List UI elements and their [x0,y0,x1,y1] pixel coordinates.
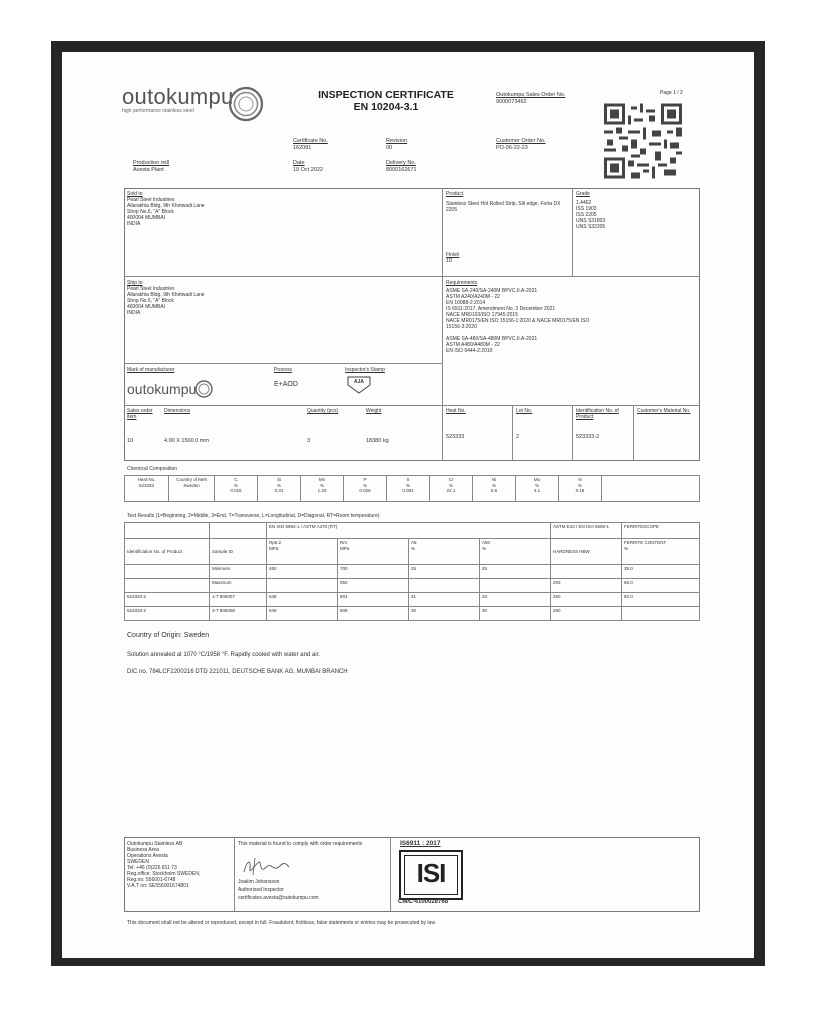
test-results-label: Test Results (1=Beginning, 2=Middle, 3=End, T=Transverse, L=Longitudinal, D=Diagonal, RT=Room temperature) [127,513,380,519]
chem-cell-c: C % 0.015 [215,476,258,502]
grade-line: ISS 1903 [576,206,597,212]
address-line: Outokumpu Stainless AB [127,841,183,847]
finish-value: 1D [446,258,453,264]
revision-field [386,138,407,151]
order-header-weight: Weight [366,408,382,414]
requirement-line: EN ISO 9444-2:2010 [446,348,493,354]
production-mill-field [133,160,169,173]
annealing-note: Solution annealed at 1070 °C/1958 °F. Rapidly cooled with water and air. [127,652,320,658]
order-lot-value: 2 [516,434,520,440]
requirement-line: ASME SA-240/SA-240M BPVC.II.A-2021 [446,288,538,294]
table-row: 523333-2 1-T 806007 548 801 31 33 260 50.0 [125,593,700,607]
page-number: Page 1 / 2 [660,90,683,96]
requirement-line: ASTM A240/A240M - 22 [446,294,500,300]
test-results-table [124,522,700,621]
test-header-identification: Identification No. of Product [125,539,210,565]
address-line: Business Area [127,847,159,853]
chemical-table [124,475,700,502]
production-mill-label: Production mill [133,160,170,166]
order-header-heat: Heat No. [446,408,466,414]
address-line: Operations Avesta [127,853,168,859]
grade-label: Grade [576,191,590,197]
process-value: E+AOD [274,381,298,388]
delivery-no-field [386,160,417,173]
mark-of-manufacturer-label: Mark of manufacturer [127,367,175,373]
sold-to-line: Allarakhia Bldg, 9th Khetwadi Lane [127,203,205,209]
stamp-text: AJA [353,379,364,385]
order-header-quantity: Quantity (pcs) [307,408,339,414]
isi-licence-number: CM/L-4100028768 [398,899,449,905]
test-group-empty [210,523,267,539]
outokumpu-ring-icon [226,84,266,124]
table-row: Minimum 460 700 25 25 35.0 [125,565,700,579]
isi-mark-text: ISI [416,858,446,888]
production-mill-value: Avesta Plant [133,166,164,173]
country-of-origin: Country of Origin: Sweden [127,632,210,639]
grade-line: 1.4462 [576,200,592,206]
outokumpu-logo [122,84,234,114]
ship-to-line: 400004 MUMBAI [127,304,166,310]
test-group-hardness: ASTM E10 / EN ISO 6506-1 [551,523,622,539]
order-quantity-value: 3 [307,438,311,444]
qr-code-icon [604,103,682,179]
sold-to-line: Pearl Steel Industries [127,197,175,203]
finish-section [446,252,459,264]
grade-line: UNS S32205 [576,224,606,230]
logo-wordmark: outokumpu [122,84,234,109]
process-label: Process [274,367,293,373]
address-line: Reg.office: Stockholm SWEDEN, [127,871,201,877]
delivery-no-value: 8000162671 [386,166,417,173]
chem-cell-ni: Ni % 5.6 [473,476,516,502]
order-dimensions-value: 4.00 X 1500.0 mm [164,438,209,444]
sales-order-value: 9000073462 [496,98,527,105]
test-header-ferrite: FERRITE CONTENT % [622,539,700,565]
order-heat-value: 523333 [446,434,465,440]
test-header-rp02: Rp0.2 MPa [267,539,338,565]
ship-to-line: Shop No.6, "A" Block [127,298,174,304]
chem-cell-n: N % 0.18 [559,476,602,502]
grade-section [576,191,605,230]
chem-cell-mo: Mo % 3.1 [516,476,559,502]
address-line: Reg.no: 556001-6748 [127,877,176,883]
finish-label: Finish [446,252,460,258]
address-line: Tel: +46 (0)226 811 73 [127,865,177,871]
product-section [446,191,566,213]
delivery-no-label: Delivery No. [386,160,416,166]
address-line: V.A.T no: SE556001674801 [127,883,189,889]
order-header-item: Sales order item [127,408,153,420]
ship-to-line: Allarakhia Bldg, 9th Khetwadi Lane [127,292,205,298]
inspector-stamp-label: Inspector's Stamp [345,367,385,373]
requirement-line: NACE MR0103/ISO 17945:2015 [446,312,518,318]
chem-cell-heat: Heat No. 523333 [125,476,169,502]
requirement-line: EN 10088-2:2014 [446,300,486,306]
sold-to-line: INDIA [127,221,141,227]
customer-order-value: PO-06-22-23 [496,144,528,151]
table-row: Maximum 950 293 65.0 [125,579,700,593]
test-header-hardness: HARDNESS HBW [551,539,622,565]
order-header-identification: Identification No. of Product [576,408,619,420]
inspector-name: Joakim Johansson [238,879,280,885]
isi-standard: IS6911 : 2017 [400,840,441,847]
grade-line: UNS S31803 [576,218,606,224]
chem-cell-empty [602,476,700,502]
date-label: Date [293,160,305,166]
requirement-line: NACE MR0175/EN ISO 15156-1:2020 & NACE MR0175/EN ISO [446,318,590,324]
order-identification-value: 523333-2 [576,434,600,440]
chem-cell-si: Si % 0.31 [258,476,301,502]
isi-mark-logo [399,850,463,900]
customer-order-label: Customer Order No. [496,138,546,144]
certificate-no-field [293,138,328,151]
inspector-title: Authorized Inspector [238,887,284,893]
date-field [293,160,323,173]
order-item-value: 10 [127,438,134,444]
product-label: Product [446,191,464,197]
manufacturer-ring-icon [194,379,214,399]
requirement-line: ASTM A480/A480M - 22 [446,342,500,348]
test-header-a50: A50 % [480,539,551,565]
order-header-customer-material: Customer's Material No. [637,408,691,414]
chem-cell-s: S % 0.001 [387,476,430,502]
logo-tagline: high performance stainless steel [122,108,194,114]
test-group-ferritescope: FERRITESCOPE [622,523,700,539]
certificate-no-value: 162081 [293,144,312,151]
test-header-rm: Rm MPa [338,539,409,565]
ship-to-label: Ship to [127,280,143,286]
requirement-line: IS 6911:2017, Amendment No. 3 December 2021 [446,306,556,312]
inspector-email: certificates.avesta@outokumpu.com [238,895,319,901]
sales-order-label: Outokumpu Sales Order No. [496,92,566,98]
chem-cell-country: Country of Melt Sweden [169,476,215,502]
inspector-signature [241,856,291,878]
company-address [127,841,200,889]
revision-value: 00 [386,144,393,151]
ship-to-line: Pearl Steel Industries [127,286,175,292]
certificate-title [300,89,472,113]
requirements-label: Requirements [446,280,478,286]
certificate-no-label: Certificate No. [293,138,328,144]
sales-order-field [496,92,565,105]
test-group-empty [125,523,210,539]
requirement-line: 15156-3:2020 [446,324,477,330]
order-header-lot: Lot No. [516,408,533,414]
title-line-2: EN 10204-3.1 [353,101,419,113]
chemical-composition-label: Chemical Composition [127,466,178,472]
manufacturer-mark-logo: outokumpu [127,381,197,397]
title-line-1: INSPECTION CERTIFICATE [318,89,454,101]
grade-line: ISS 2205 [576,212,597,218]
test-header-a5: A5 % [409,539,480,565]
revision-label: Revision [386,138,408,144]
chem-cell-mn: Mn % 1.33 [301,476,344,502]
table-row: 523333-2 3-T 806008 549 809 30 30 260 [125,607,700,621]
chem-cell-p: P % 0.026 [344,476,387,502]
ship-to-line: INDIA [127,310,141,316]
inspector-stamp [347,376,371,394]
ship-to-section [127,280,205,316]
requirement-line: ASME SA-480/SA-480M BPVC.II.A-2021 [446,336,538,342]
requirements-section [446,280,696,354]
order-header-dimensions: Dimensions [164,408,191,414]
date-value: 19 Oct 2022 [293,166,323,173]
test-group-tensile: EN ISO 6892-1 / ASTM A370 (RT) [267,523,551,539]
dic-note: DIC no. 784LCF2200216 DTD 221011, DEUTSCHE BANK AG, MUMBAI BRANCH [127,669,348,675]
customer-order-field [496,138,546,151]
sold-to-line: Shop No.6, "A" Block [127,209,174,215]
chem-cell-cr: Cr % 22.1 [430,476,473,502]
sold-to-line: 400004 MUMBAI [127,215,166,221]
order-weight-value: 18380 kg [366,438,389,444]
sold-to-label: Sold to [127,191,143,197]
test-header-sample: Sample ID [210,539,267,565]
compliance-statement: This material is found to comply with order requirements [238,841,363,847]
product-value: Stainless Steel Hot Rolled Strip, Slit edge, Forta DX 2205 [446,201,561,213]
legal-disclaimer: This document shall not be altered or reproduced, except in full. Fraudulent, fictitious, false statements or entries may be prosecuted by law. [127,920,437,926]
inspector-details [238,879,319,901]
address-line: SWEDEN [127,859,149,865]
sold-to-section [127,191,205,227]
